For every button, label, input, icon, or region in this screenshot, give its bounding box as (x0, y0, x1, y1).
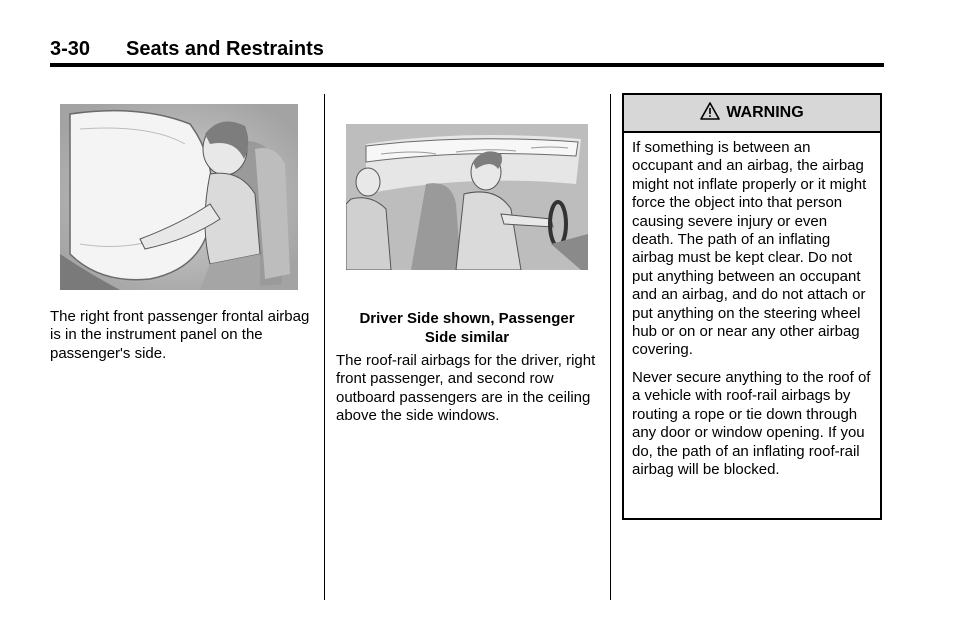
roof-rail-airbag-illustration (346, 124, 588, 270)
warning-title: WARNING (726, 104, 804, 121)
section-title: Seats and Restraints (126, 38, 324, 60)
airbag-deployed-illustration (60, 104, 298, 290)
header-rule (50, 63, 884, 67)
page-number: 3-30 (50, 38, 91, 60)
page-header (50, 38, 884, 68)
figure-caption: Driver Side shown, Passenger Side similar (359, 310, 575, 346)
column-divider-right (610, 94, 611, 600)
column-divider-left (324, 94, 325, 600)
warning-paragraph: Never secure anything to the roof of a vehicle with roof-rail airbags by routing a rope or tie down through any door or window opening. If you do, the path of an inflating roof-rail airbag will be blocked. (632, 368, 871, 478)
warning-paragraph: If something is between an occupant and an airbag, the airbag might not inflate properly or it might force the object into that person causing severe injury or even death. The path of an inflating airbag must be kept clear. Do not put anything between an occupant and an airbag, and do not attach or put anything on the steering wheel hub or on or near any other airbag covering. (632, 139, 867, 359)
left-body-text: The right front passenger frontal airbag is in the instrument panel on the passenger's side. (50, 308, 310, 362)
warning-body (624, 133, 880, 479)
warning-triangle-icon (700, 102, 720, 125)
middle-body-text: The roof-rail airbags for the driver, right front passenger, and second row outboard passengers are in the ceiling above the side windows. (336, 352, 596, 425)
warning-box (622, 93, 882, 520)
warning-header (624, 95, 880, 133)
